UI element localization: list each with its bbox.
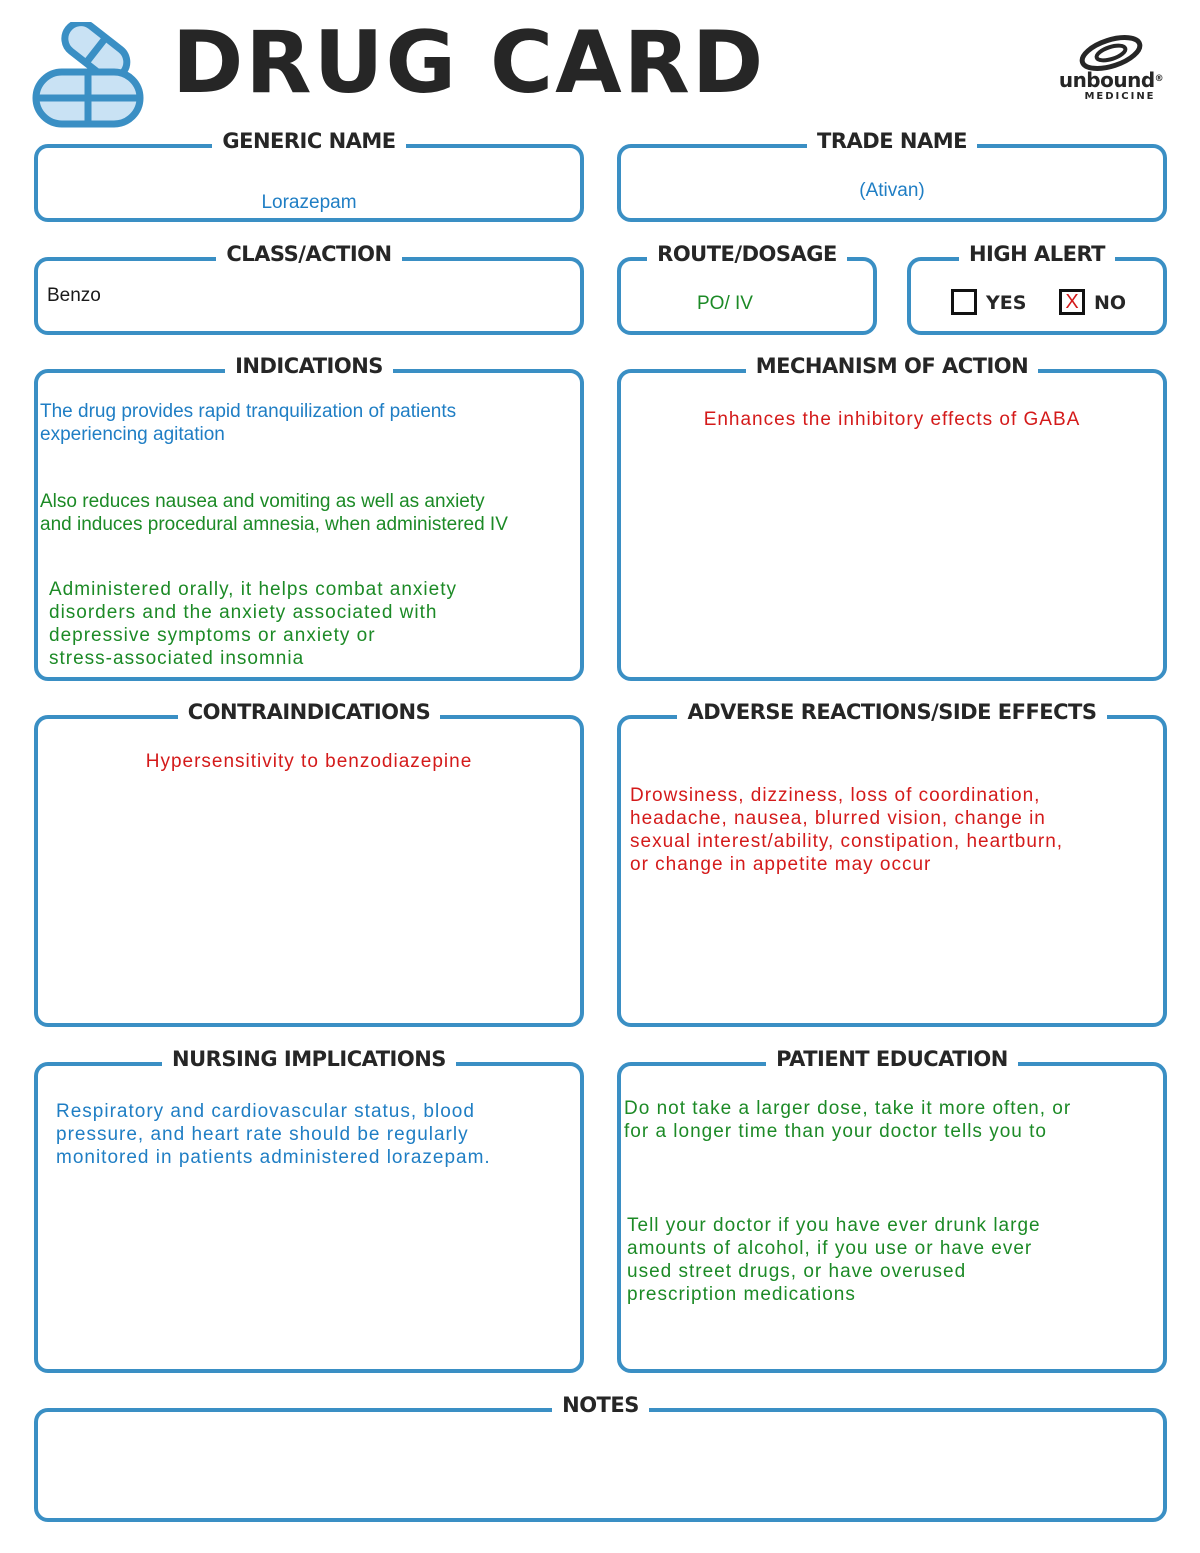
- notes-box: [34, 1393, 1167, 1522]
- brand-logo: [1056, 34, 1166, 108]
- brand-name: unbound: [1058, 68, 1155, 92]
- nursing-implications-box: [34, 1047, 584, 1373]
- checkbox-x-mark: X: [1065, 291, 1079, 313]
- class-action-label: CLASS/ACTION: [216, 244, 401, 265]
- indications-text-2[interactable]: Also reduces nausea and vomiting as well as anxiety and induces procedural amnesia, when administered IV: [40, 491, 508, 535]
- nursing-implications-label: NURSING IMPLICATIONS: [162, 1049, 456, 1070]
- patient-education-text-1[interactable]: Do not take a larger dose, take it more often, or for a longer time than your doctor tells you to: [624, 1098, 1072, 1142]
- route-dosage-label: ROUTE/DOSAGE: [647, 244, 847, 265]
- nursing-implications-value[interactable]: Respiratory and cardiovascular status, blood pressure, and heart rate should be regularly monitored in patients administered lorazepam.: [56, 1101, 491, 1168]
- high-alert-no-checkbox[interactable]: [1059, 289, 1085, 315]
- indications-box: [34, 354, 584, 681]
- mechanism-box: [617, 354, 1167, 681]
- contraindications-label: CONTRAINDICATIONS: [178, 702, 440, 723]
- class-action-value[interactable]: Benzo: [47, 285, 101, 306]
- unbound-swirl-icon: [1076, 34, 1146, 72]
- registered-mark: ®: [1154, 74, 1164, 84]
- patient-education-label: PATIENT EDUCATION: [766, 1049, 1018, 1070]
- indications-label: INDICATIONS: [225, 356, 393, 377]
- brand-sub: MEDICINE: [1084, 91, 1156, 102]
- route-dosage-value[interactable]: PO/ IV: [697, 293, 753, 314]
- adverse-reactions-label: ADVERSE REACTIONS/SIDE EFFECTS: [677, 702, 1106, 723]
- route-dosage-box: [617, 242, 877, 335]
- indications-text-3[interactable]: Administered orally, it helps combat anxiety disorders and the anxiety associated with depressive symptoms or anxiety or stress-associated insomnia: [49, 579, 457, 669]
- generic-name-label: GENERIC NAME: [212, 131, 405, 152]
- generic-name-box: [34, 129, 584, 222]
- adverse-reactions-box: [617, 700, 1167, 1027]
- notes-label: NOTES: [552, 1395, 649, 1416]
- high-alert-yes-label: YES: [986, 292, 1027, 314]
- contraindications-value[interactable]: Hypersensitivity to benzodiazepine: [145, 751, 473, 772]
- indications-text-1[interactable]: The drug provides rapid tranquilization of patients experiencing agitation: [40, 401, 457, 445]
- mechanism-label: MECHANISM OF ACTION: [746, 356, 1038, 377]
- mechanism-value[interactable]: Enhances the inhibitory effects of GABA: [703, 409, 1081, 430]
- class-action-box: [34, 242, 584, 335]
- pill-capsule-icon: [30, 22, 146, 130]
- high-alert-label: HIGH ALERT: [959, 244, 1115, 265]
- high-alert-box: [907, 242, 1167, 335]
- high-alert-no-label: NO: [1094, 292, 1127, 314]
- trade-name-value[interactable]: (Ativan): [859, 180, 925, 201]
- patient-education-text-2[interactable]: Tell your doctor if you have ever drunk large amounts of alcohol, if you use or have ever used street drugs, or have overused prescription medications: [627, 1215, 1041, 1305]
- adverse-reactions-value[interactable]: Drowsiness, dizziness, loss of coordination, headache, nausea, blurred vision, change in sexual interest/ability, constipation, heartburn, or change in appetite may occur: [630, 785, 1064, 875]
- high-alert-yes-checkbox[interactable]: [951, 289, 977, 315]
- generic-name-value[interactable]: Lorazepam: [261, 192, 357, 213]
- patient-education-box: [617, 1047, 1167, 1373]
- contraindications-box: [34, 700, 584, 1027]
- trade-name-label: TRADE NAME: [807, 131, 977, 152]
- page-title: DRUG CARD: [172, 13, 766, 113]
- trade-name-box: [617, 129, 1167, 222]
